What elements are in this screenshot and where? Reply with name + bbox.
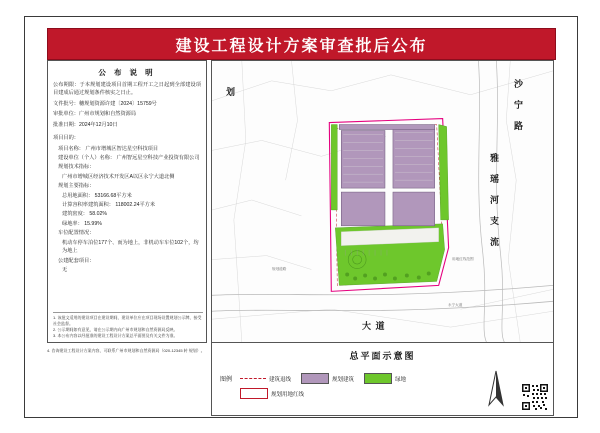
legend-label: 规划用地红线: [271, 391, 305, 398]
approval-number: [53, 100, 201, 108]
date-value: 2024年12月10日: [78, 121, 118, 128]
legend-label: 规划建筑: [332, 376, 355, 383]
field-row: [53, 220, 201, 228]
qr-code-icon: [521, 383, 549, 411]
field-label: 规划技术指标：: [58, 164, 95, 171]
site-plan-drawing: [212, 61, 553, 342]
field-label: 绿地率：: [62, 220, 83, 227]
authority-value: 广州市规划和自然资源局: [78, 111, 137, 118]
field-value: 广州市增城区经济技术开发区A以区永宁大道北侧: [62, 173, 175, 180]
field-value: 53166.68平方米: [94, 192, 132, 199]
approval-number-label: 文件批号：: [53, 100, 79, 107]
field-label: 建设单位（个人）名称：: [58, 154, 116, 161]
field-row: [53, 173, 201, 181]
map-label-shaning-road: 沙 宁 路: [513, 79, 523, 131]
footnote-line: 2. 公示期间如有意见，请在公示期内向广州市规划和自然资源局反映。: [53, 327, 178, 332]
footnote-contact: [47, 348, 207, 354]
legend-label: 绿地: [395, 376, 407, 383]
field-row: [53, 182, 201, 190]
field-label: 总用地面积：: [62, 192, 94, 199]
map-label-plan: 划: [226, 87, 237, 97]
field-value: 118002.24平方米: [115, 202, 156, 209]
field-label: 规划主要指标：: [58, 183, 95, 190]
field-value: 广州智远星空科技产业投资有限公司: [116, 154, 200, 161]
footnote-line: 1. 该批文适用的建设项目在建设期间，建设单位应在项目现场设置规划公示牌，接受社会监督。: [53, 315, 202, 326]
legend-label: 建筑退线: [269, 376, 292, 383]
field-value: 广州市增城区智达星空科技项目: [85, 145, 159, 152]
approval-authority: [53, 110, 201, 118]
approval-number-value: 穗规划资源许建〔2024〕15759号: [78, 100, 157, 107]
project-section-label: 项目目的：: [53, 135, 79, 142]
authority-label: 审批单位：: [53, 111, 79, 118]
map-note: 永宁大道: [448, 303, 463, 307]
notice-paragraph: 公布期限：于本规划建设项目首期工程开工之日起到全部建设项目建成后通过规划条件核实之日止。: [53, 82, 201, 97]
legend-items: [240, 373, 416, 403]
field-label: 车位配置情况：: [58, 230, 95, 237]
footnote-line: 3. 本公布内容以经批准的建设工程设计方案总平面图及有关文件为准。: [53, 333, 178, 338]
north-arrow: [479, 369, 513, 409]
approval-date: [53, 121, 201, 129]
green-swatch-icon: [364, 373, 392, 384]
redline-box-icon: [240, 388, 268, 399]
north-arrow-icon: [479, 369, 513, 409]
notice-panel: [47, 60, 207, 343]
field-value: 无: [62, 267, 68, 274]
field-row: [53, 145, 201, 153]
field-value: 58.02%: [89, 211, 108, 218]
field-row: [53, 239, 201, 256]
field-label: 计算容积率建筑面积：: [62, 202, 114, 209]
field-row: [53, 163, 201, 171]
field-row: [53, 266, 201, 274]
field-row: [53, 201, 201, 209]
field-row: [53, 229, 201, 237]
notice-heading: 公 布 说 明: [98, 68, 156, 77]
field-row: [53, 210, 201, 218]
field-label: 公建配套项目：: [58, 257, 95, 264]
field-value: 机动车停车泊位177个、而为地上，非机动车车位102个，均为地上: [62, 239, 199, 255]
date-label: 批准日期：: [53, 121, 79, 128]
legend-title: 图例: [219, 377, 232, 383]
legend: [218, 371, 418, 411]
qr-code: [521, 383, 549, 411]
map-label-avenue: 大 道: [362, 321, 386, 331]
dashed-line-icon: [240, 378, 266, 379]
drawing-caption: 总平面示意图: [349, 351, 416, 361]
field-label: 建筑密度：: [62, 211, 88, 218]
page-title: 建设工程设计方案审查批后公布: [175, 37, 428, 55]
legend-row: [240, 388, 416, 399]
map-note: 用地红线范围: [452, 257, 474, 261]
field-value: 15.99%: [84, 220, 102, 227]
map-note: 规划道路: [272, 267, 287, 271]
field-row: [53, 257, 201, 265]
drawing-footer: [211, 343, 554, 416]
footnote-contact-text: 4. 咨询建设工程设计方案内容，可联系广州市规划和自然资源局（020-12345 转 规划）。: [47, 348, 205, 353]
document-title-banner: [47, 28, 556, 60]
field-row: [53, 154, 201, 162]
legend-row: [240, 373, 416, 384]
field-row: [53, 192, 201, 200]
building-swatch-icon: [301, 373, 329, 384]
notice-footnotes: [53, 312, 203, 339]
field-label: 项目名称：: [58, 145, 84, 152]
site-plan-panel: [211, 60, 554, 343]
map-label-yayao-river: 雅 瑶 河 支 流: [489, 153, 499, 247]
